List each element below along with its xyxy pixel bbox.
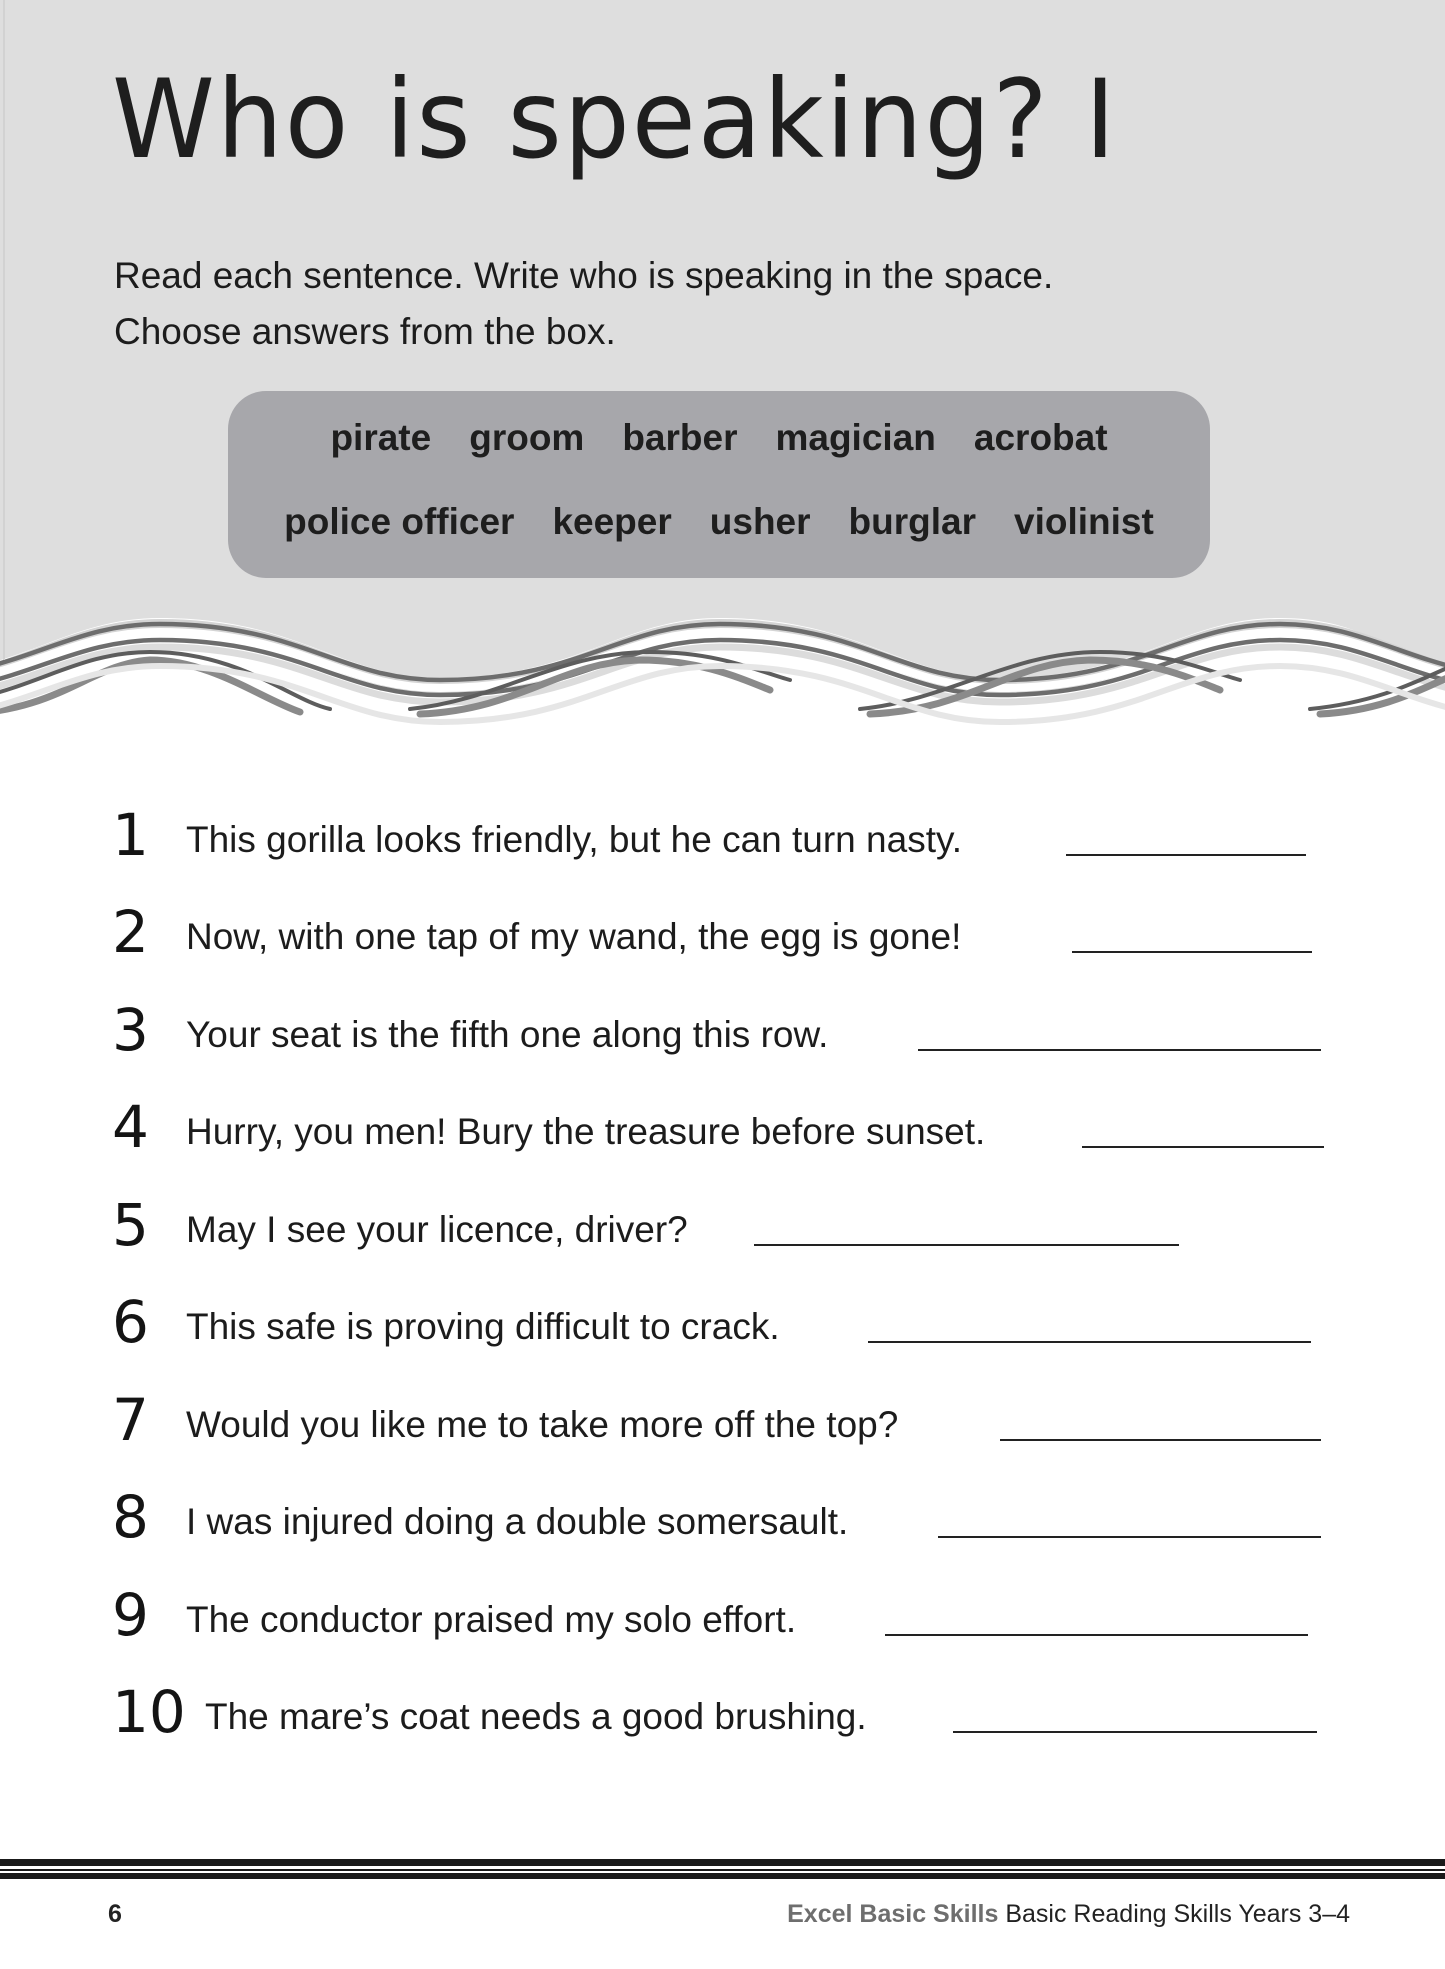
answer-blank[interactable]: [868, 1341, 1311, 1343]
question-number: 7: [112, 1386, 149, 1454]
answer-blank[interactable]: [1066, 854, 1306, 856]
word-option: barber: [622, 417, 738, 458]
answer-blank[interactable]: [1000, 1439, 1321, 1441]
word-option: keeper: [552, 501, 672, 542]
question-text: Would you like me to take more off the top?: [186, 1404, 899, 1445]
question-item: [0, 1466, 1445, 1551]
answer-blank[interactable]: [1072, 951, 1312, 953]
question-number: 9: [112, 1581, 149, 1649]
answer-blank[interactable]: [885, 1634, 1308, 1636]
question-number: 6: [112, 1288, 149, 1356]
question-number: 4: [112, 1093, 149, 1161]
instructions: [114, 248, 1053, 360]
answer-blank[interactable]: [1082, 1146, 1324, 1148]
question-number: 8: [112, 1483, 149, 1551]
word-option: burglar: [848, 501, 976, 542]
answer-blank[interactable]: [754, 1244, 1179, 1246]
word-option: pirate: [330, 417, 432, 458]
instruction-line: Choose answers from the box.: [114, 311, 616, 352]
question-item: [0, 1076, 1445, 1161]
question-item: [0, 1174, 1445, 1259]
word-box-row: [228, 501, 1210, 543]
question-text: Your seat is the fifth one along this row.: [186, 1014, 829, 1055]
word-option: groom: [469, 417, 585, 458]
question-item: [0, 979, 1445, 1064]
question-number: 2: [112, 898, 149, 966]
question-text: I was injured doing a double somersault.: [186, 1501, 849, 1542]
footer-credit: [787, 1900, 1350, 1929]
question-item: [0, 881, 1445, 966]
question-item: [0, 1369, 1445, 1454]
footer-rule: [0, 1869, 1445, 1871]
footer-rule: [0, 1859, 1445, 1866]
answer-blank[interactable]: [938, 1536, 1321, 1538]
word-option: magician: [775, 417, 936, 458]
answer-blank[interactable]: [918, 1049, 1321, 1051]
question-item: [0, 1271, 1445, 1356]
question-text: The conductor praised my solo effort.: [186, 1599, 797, 1640]
question-item: [0, 1564, 1445, 1649]
footer-brand: Excel Basic Skills: [787, 1900, 999, 1928]
question-number: 1: [112, 801, 149, 869]
question-text: This safe is proving difficult to crack.: [186, 1306, 780, 1347]
question-number: 5: [112, 1191, 149, 1259]
word-option: police officer: [284, 501, 515, 542]
question-text: Hurry, you men! Bury the treasure before sunset.: [186, 1111, 986, 1152]
footer-book-title: Basic Reading Skills Years 3–4: [1005, 1900, 1350, 1928]
question-text: Now, with one tap of my wand, the egg is gone!: [186, 916, 962, 957]
question-text: This gorilla looks friendly, but he can turn nasty.: [186, 819, 963, 860]
word-box-row: [228, 417, 1210, 459]
footer-rule: [0, 1873, 1445, 1879]
page-title: Who is speaking? I: [112, 54, 1118, 184]
answer-blank[interactable]: [953, 1731, 1317, 1733]
word-option: usher: [709, 501, 811, 542]
question-text: May I see your licence, driver?: [186, 1209, 688, 1250]
page-edge-line: [3, 0, 5, 660]
word-option: violinist: [1014, 501, 1154, 542]
question-item: [0, 1661, 1445, 1746]
instruction-line: Read each sentence. Write who is speaking in the space.: [114, 255, 1054, 296]
question-number: 3: [112, 996, 149, 1064]
word-option: acrobat: [973, 417, 1108, 458]
answer-word-box: [228, 391, 1210, 578]
page-number: 6: [108, 1900, 122, 1928]
question-item: [0, 784, 1445, 869]
question-text: The mare’s coat needs a good brushing.: [205, 1696, 867, 1737]
question-number: 10: [112, 1678, 186, 1746]
